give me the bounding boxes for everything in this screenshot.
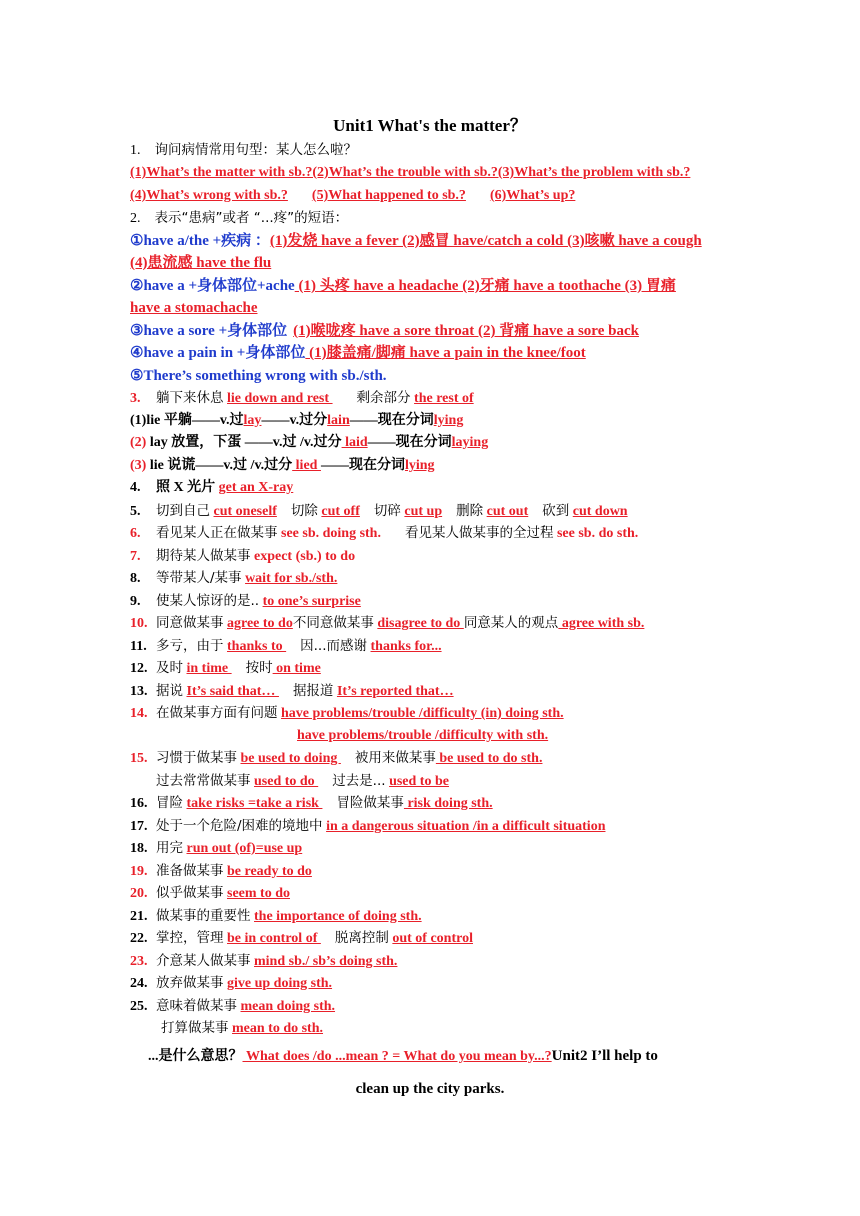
question-sentences-2: (4)What’s wrong with sb.? (5)What happened to sb.? (6)What’s up?	[130, 188, 576, 203]
item-18: 18. 用完 run out (of)=use up	[130, 840, 303, 856]
item-5: 5. 切到自己 cut oneself 切除 cut off 切碎 cut up 删除 cut out 砍到 cut down	[130, 503, 628, 519]
item-15: 15. 习惯于做某事 be used to doing 被用来做某事 be used to do sth.	[130, 750, 543, 766]
item-11: 11. 多亏，由于 thanks to 因...而感谢 thanks for...	[130, 638, 442, 654]
item-3-lie: (1)lie 平躺——v.过lay——v.过分lain——现在分词lying	[130, 413, 464, 428]
meaning-question: ...是什么意思？ What does /do ...mean ? = What do you mean by...?Unit2 I’ll help to	[148, 1048, 658, 1064]
unit2-title-cont: clean up the city parks.	[355, 1081, 505, 1097]
item-25-cont: 打算做某事 mean to do sth.	[161, 1020, 324, 1036]
item-15-cont: 过去常常做某事 used to do 过去是... used to be	[156, 773, 449, 789]
question-sentences-1: (1)What’s the matter with sb.?(2)What’s the trouble with sb.?(3)What’s the problem with sb.?	[130, 165, 691, 180]
item-25: 25. 意味着做某事 mean doing sth.	[130, 998, 336, 1014]
illness-phrase-5: ⑤There’s something wrong with sb./sth.	[130, 368, 387, 384]
page-title: Unit1 What's the matter？	[333, 116, 527, 135]
illness-phrase-2: ②have a +身体部位+ache (1) 头疼 have a headache (2)牙痛 have a toothache (3) 胃痛	[130, 278, 676, 294]
item-3-lie-lie: (3) lie 说谎——v.过 /v.过分 lied ——现在分词lying	[130, 458, 435, 473]
item-23: 23. 介意某人做某事 mind sb./ sb’s doing sth.	[130, 953, 398, 969]
item-2: 2. 表示“患病”或者 “...疼”的短语：	[130, 210, 349, 226]
illness-phrase-1: ①have a/the +疾病 ：(1)发烧 have a fever (2)感冒 have/catch a cold (3)咳嗽 have a cough	[130, 233, 702, 249]
item-24: 24. 放弃做某事 give up doing sth.	[130, 975, 333, 991]
item-3-lay: (2) lay 放置，下蛋 ——v.过 /v.过分 laid——现在分词laying	[130, 435, 489, 450]
item-12: 12. 及时 in time 按时 on time	[130, 660, 321, 676]
item-9: 9. 使某人惊讶的是.. to one’s surprise	[130, 593, 361, 609]
illness-phrase-4: ④have a pain in +身体部位 (1)膝盖痛/脚痛 have a pain in the knee/foot	[130, 345, 586, 361]
item-6: 6. 看见某人正在做某事 see sb. doing sth. 看见某人做某事的全过程 see sb. do sth.	[130, 525, 639, 541]
item-14: 14. 在做某事方面有问题 have problems/trouble /difficulty (in) doing sth.	[130, 705, 564, 721]
item-4: 4. 照 X 光片 get an X-ray	[130, 480, 294, 495]
item-21: 21. 做某事的重要性 the importance of doing sth.	[130, 908, 422, 924]
item-8: 8. 等带某人/某事 wait for sb./sth.	[130, 570, 338, 586]
item-17: 17. 处于一个危险/困难的境地中 in a dangerous situation /in a difficult situation	[130, 818, 606, 834]
item-14-cont: have problems/trouble /difficulty with sth.	[297, 728, 549, 743]
item-13: 13. 据说 It’s said that… 据报道 It’s reported that…	[130, 683, 454, 699]
item-7: 7. 期待某人做某事 expect (sb.) to do	[130, 548, 356, 564]
item-16: 16. 冒险 take risks =take a risk 冒险做某事 risk doing sth.	[130, 795, 493, 811]
illness-phrase-2-cont: have a stomachache	[130, 300, 258, 316]
item-19: 19. 准备做某事 be ready to do	[130, 863, 312, 879]
item-3: 3. 躺下来休息 lie down and rest 剩余部分 the rest of	[130, 390, 474, 406]
item-10: 10. 同意做某事 agree to do不同意做某事 disagree to do 同意某人的观点 agree with sb.	[130, 615, 645, 631]
item-1: 1. 询问病情常用句型：某人怎么啦？	[130, 142, 357, 158]
illness-phrase-3: ③have a sore +身体部位 (1)喉咙疼 have a sore throat (2) 背痛 have a sore back	[130, 323, 639, 339]
item-22: 22. 掌控，管理 be in control of 脱离控制 out of control	[130, 930, 473, 946]
item-20: 20. 似乎做某事 seem to do	[130, 885, 290, 901]
illness-phrase-1-cont: (4)患流感 have the flu	[130, 255, 272, 271]
